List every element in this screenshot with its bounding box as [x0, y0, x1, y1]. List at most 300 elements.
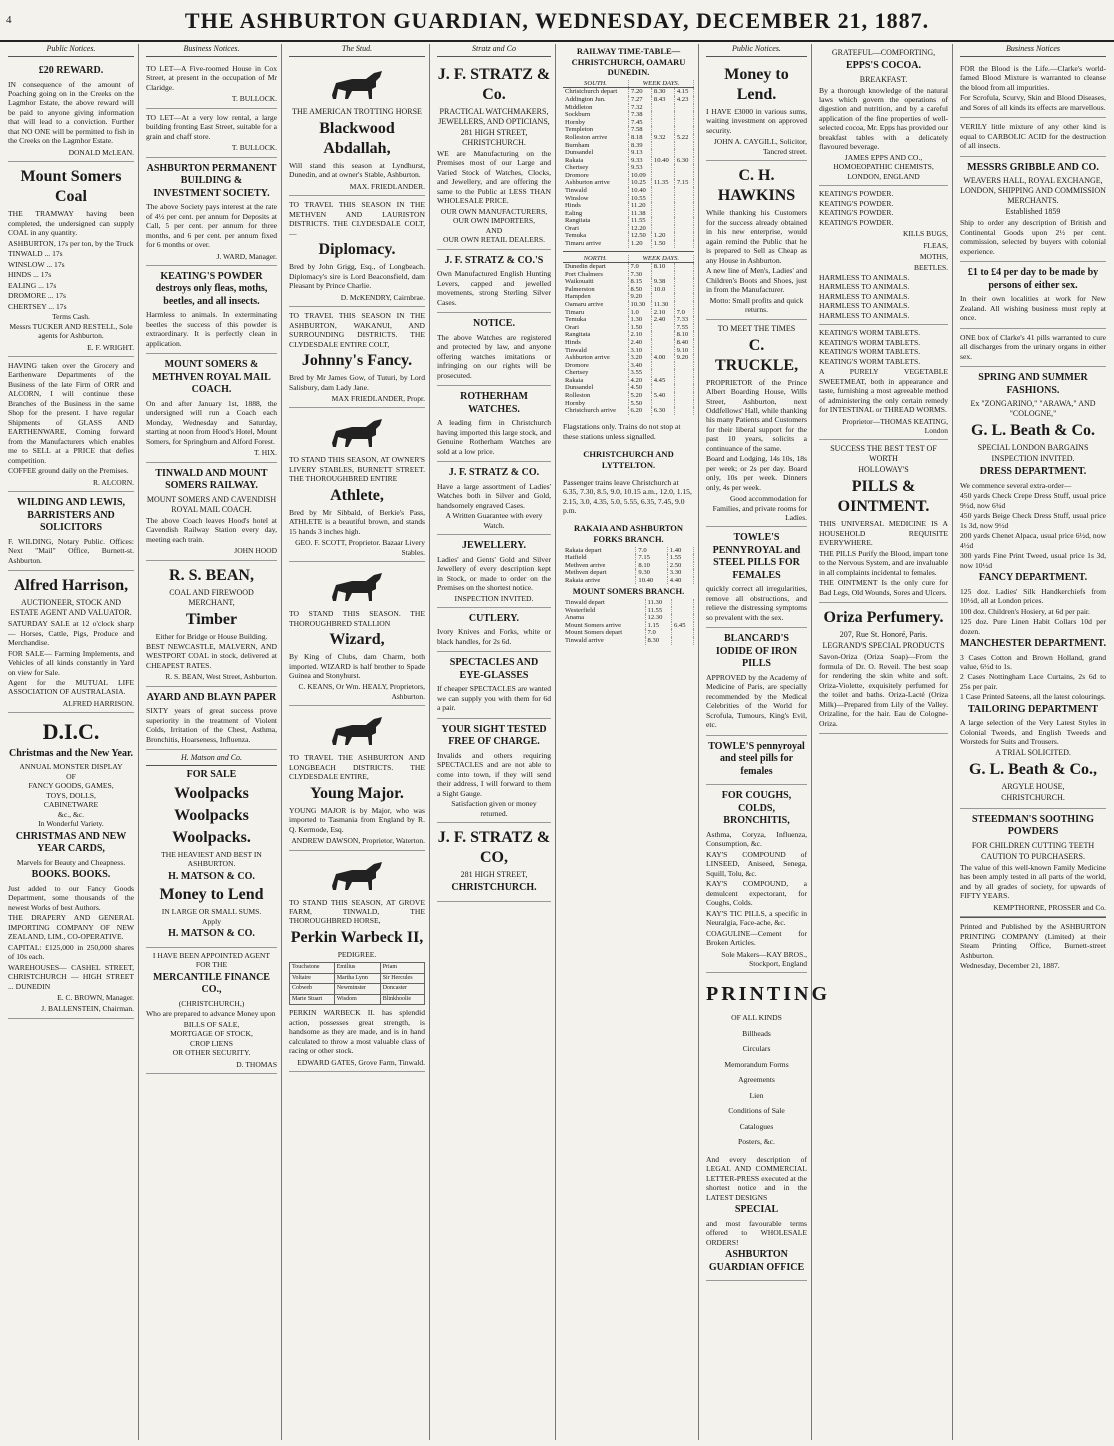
satisfaction-line: Satisfaction given or money returned. — [451, 799, 537, 818]
table-row — [563, 96, 694, 104]
ad-signature: JOHN A. CAYGILL, Solicitor, Tancred street. — [713, 137, 807, 156]
departure-time — [674, 362, 693, 370]
kay-product: COAGULINE—Cement for Broken Articles. — [706, 928, 807, 948]
bean-ad — [146, 561, 277, 687]
ad-signature: T. HIX. — [254, 448, 277, 458]
motto-line: Motto: Small profits and quick returns. — [709, 295, 804, 315]
departure-time: 4.15 — [674, 88, 693, 96]
timetable-note: Flagstations only. Trains do not stop at these stations unless signalled. — [563, 422, 681, 441]
ad-title: Mount Somers Coal — [20, 168, 122, 206]
station-name: Templeton — [563, 126, 629, 134]
departure-time: 3.10 — [628, 347, 651, 355]
ad-body: HAVING taken over the Grocery and Earthenware Departments of the Business of the late Firm of ORR and ALCORN, I will continue these Branches of the Business in the same Shop for the present. I have regular Shipments of GLASS AND EARTHENWARE, Coming forward from the Manufacturers which enables me to SELL at a PRICE that defies competition. — [8, 360, 134, 465]
departure-time: 8.15 — [628, 278, 651, 286]
departure-time: 3.30 — [667, 569, 693, 577]
table-row — [563, 240, 694, 248]
keating-line: KEATING'S POWDER. — [819, 208, 894, 218]
hawkins-ad — [706, 161, 807, 319]
ad-signature: D. McKENDRY, Cairnbrae. — [340, 292, 425, 302]
column-heading: Business Notices — [960, 44, 1106, 57]
station-name: Tinwald — [563, 187, 629, 195]
departure-time: 10.40 — [636, 577, 667, 585]
departure-time — [674, 172, 693, 180]
departure-time — [651, 195, 674, 203]
stratz-ad — [437, 250, 551, 313]
departure-time: 7.27 — [629, 96, 652, 104]
departure-time: 8.43 — [651, 96, 674, 104]
stud-ad — [289, 60, 425, 196]
departure-time — [674, 301, 693, 309]
ad-title: SPECTACLES AND EYE-GLASSES — [449, 657, 539, 681]
departure-time: 9.32 — [651, 134, 674, 142]
ad-address: ARGYLE HOUSE, — [1001, 781, 1065, 791]
ad-body: A new line of Men's, Ladies' and Children's Boots and Shoes, just in from the Manufacturer. — [706, 266, 807, 295]
warehouse-line: WAREHOUSES— CASHEL STREET, CHRISTCHURCH — HIGH STREET ... DUNEDIN — [8, 962, 134, 991]
stud-ad — [289, 408, 425, 562]
kills-line: KILLS BUGS, — [902, 229, 948, 239]
agents: Messrs TUCKER AND RESTELL, Sole agents for Ashburton. — [9, 321, 133, 341]
oriza-ad — [819, 603, 948, 734]
stratz-line: OUR OWN MANUFACTURERS, — [440, 206, 548, 216]
ad-body: A large selection of the Very Latest Styles in Colonial Tweeds, and English Tweeds and Worsteds for Suits and Trousers. — [960, 718, 1106, 747]
departure-time — [674, 142, 693, 150]
station-name: Dunsandel — [563, 149, 629, 157]
ad-preamble: GRATEFUL—COMFORTING, — [831, 48, 936, 57]
departure-time: 11.35 — [651, 179, 674, 187]
departure-time — [674, 119, 693, 127]
departure-time: 3.40 — [628, 362, 651, 370]
departure-time — [674, 293, 693, 301]
matson-ad — [146, 750, 277, 947]
ad-body: Ship to order any description of British and Continental Goods upon 2½ per cent. commission, selected by buyers with colonial experience. — [960, 218, 1106, 256]
departure-time: 7.30 — [628, 271, 651, 279]
table-row — [563, 232, 694, 240]
departure-time — [674, 202, 693, 210]
column-heading: Stratz and Co — [437, 44, 551, 57]
table-row — [563, 271, 694, 279]
harmless-line: HARMLESS TO ANIMALS. — [819, 310, 910, 320]
station-name: Ashburton arrive — [563, 354, 628, 362]
kay-product: KAY'S COMPOUND, a demulcent expectorant, for Coughs, Colds. — [706, 879, 807, 908]
ad-title: ROTHERHAM WATCHES. — [460, 391, 528, 415]
table-header: WEEK DAYS. — [629, 80, 694, 88]
ad-body: Ladies' and Gents' Gold and Silver Jewellery of every description kept in Stock, or made to order on the Premises on the shortest notice. — [437, 554, 551, 593]
departure-time: 2.10 — [651, 309, 674, 317]
ad-signature: JAMES EPPS AND CO., HOMOEOPATHIC CHEMISTS, LONDON, ENGLAND — [833, 152, 934, 181]
table-row — [563, 339, 694, 347]
horse-icon — [322, 856, 392, 896]
imprint — [960, 917, 1106, 975]
table-cell: Doncaster — [380, 984, 424, 995]
masthead — [0, 0, 1114, 42]
timetable-body — [563, 263, 694, 415]
table-row — [563, 316, 694, 324]
departure-time — [674, 195, 693, 203]
table-cell: Martha Lynn — [334, 973, 380, 984]
timetable-mount-somers — [563, 599, 694, 644]
page-number: 4 — [6, 14, 12, 26]
departure-time: 7.55 — [674, 324, 693, 332]
departure-time: 5.22 — [674, 134, 693, 142]
departure-time — [674, 377, 693, 385]
departure-time: 7.0 — [636, 547, 667, 555]
departure-time — [651, 119, 674, 127]
trial-line: A TRIAL SOLICITED. — [995, 747, 1071, 757]
ad-subtitle: LEGRAND'S SPECIAL PRODUCTS — [822, 641, 945, 651]
table-row — [290, 994, 425, 1005]
horse-icon — [322, 413, 392, 453]
inspection-line: INSPECTION INVITED. — [454, 593, 534, 603]
ad-signature: Good accommodation for Families, and private rooms for Ladies. — [712, 494, 807, 523]
ad-title: Perkin Warbeck II, — [290, 928, 424, 946]
blancard-ad — [706, 628, 807, 735]
ad-body: Bred by Mr Sibbald, of Berkie's Pass, ATHLETE is a beautiful brown, and stands 15 hands 3 inches high. — [289, 507, 425, 536]
stratz-ad — [437, 823, 551, 902]
department-title: TAILORING DEPARTMENT — [967, 703, 1099, 715]
departure-time: 7.20 — [629, 88, 652, 96]
stud-ad — [289, 851, 425, 1073]
departure-time: 5.40 — [651, 392, 674, 400]
ad-title: TOWLE'S PENNYROYAL and STEEL PILLS FOR FEMALES — [712, 532, 801, 581]
steedman-ad — [960, 809, 1106, 917]
display-line: &c., &c. — [57, 809, 85, 819]
horse-icon — [322, 567, 392, 607]
ad-body: APPROVED by the Academy of Medicine of Paris, are specially recommended by the Medical Celebrities of the World for Scrofula, Tumours, King's Evil, etc. — [706, 672, 807, 730]
station-name: Burnham — [563, 142, 629, 150]
imprint-text: Printed and Published by the ASHBURTON PRINTING COMPANY (Limited) at their Steam Printing Office, Burnett-street Ashburton. — [960, 922, 1106, 960]
manchester-item: 1 Case Printed Sateens, all the latest colourings. — [960, 692, 1106, 702]
departure-time: 12.50 — [629, 232, 652, 240]
stratz-ad — [437, 60, 551, 250]
station-name: Rakaia — [563, 157, 629, 165]
station-name: Temuka — [563, 316, 628, 324]
table-cell: Newminster — [334, 984, 380, 995]
departure-time: 7.45 — [629, 119, 652, 127]
ad-title: J. F. STRATZ & CO. — [448, 467, 540, 479]
departure-time — [674, 225, 693, 233]
departure-time: 12.20 — [629, 225, 652, 233]
station-name: Ashburton arrive — [563, 179, 629, 187]
ad-title: MESSRS GRIBBLE AND CO. — [967, 161, 1099, 173]
display-line: CABINETWARE — [43, 800, 99, 810]
ad-body: Asthma, Coryza, Influenza, Consumption, &c. — [706, 829, 807, 849]
table-cell: Sir Hercules — [380, 973, 424, 984]
blood-mixture-ad — [960, 60, 1106, 118]
printing-item: Catalogues — [739, 1121, 774, 1131]
ad-signature: R. ALCORN. — [92, 477, 134, 487]
departure-time — [674, 104, 693, 112]
departure-time: 1.20 — [651, 232, 674, 240]
ad-body: By a thorough knowledge of the natural laws which govern the operations of digestion and nutrition, and by a careful application of the fine properties of well-selected cocoa, Mr. Epps has provided our breakfast tables with a delicately flavoured beverage. — [819, 85, 948, 152]
departure-time: 10.40 — [629, 187, 652, 195]
table-row — [563, 309, 694, 317]
departure-time — [651, 217, 674, 225]
dustbin-line: THE HEAVIEST AND BEST IN ASHBURTON. — [161, 849, 262, 869]
ad-subtitle: COAL AND FIREWOOD MERCHANT, — [169, 587, 254, 607]
jewellery-ad — [437, 535, 551, 608]
departure-time — [671, 614, 693, 622]
stud-ad — [289, 706, 425, 850]
departure-time: 8.39 — [629, 142, 652, 150]
harmless-line: HARMLESS TO ANIMALS. — [819, 301, 910, 311]
departure-time: 1.50 — [628, 324, 651, 332]
departure-time — [651, 225, 674, 233]
timetable-north — [563, 255, 694, 415]
worm-line: KEATING'S WORM TABLETS. — [819, 356, 921, 366]
printing-sub: OF ALL KINDS — [731, 1013, 782, 1023]
ad-signature: ALFRED HARRISON. — [62, 698, 134, 708]
office-line: ASHBURTON GUARDIAN OFFICE — [708, 1249, 805, 1273]
manchester-item: 3 Cases Cotton and Brown Holland, grand value, 6½d to 1s. — [960, 652, 1106, 671]
ad-city: CHRISTCHURCH. — [1001, 792, 1065, 802]
departure-time — [674, 187, 693, 195]
station-name: Port Chalmers — [563, 271, 628, 279]
ad-body: PROPRIETOR of the Prince Albert Boarding House, Wills Street, Ashburton, next Oddfellows' Hall, while thanking his many Patients and Customers for their liberal support for the past 10 years, solicits a continuance of the same. — [706, 377, 807, 453]
ad-body: THE TRAMWAY having been completed, the undersigned can supply COAL in any quantity. — [8, 209, 134, 238]
table-row — [563, 142, 694, 150]
printing-ad — [706, 973, 831, 1281]
woolpacks-line: Woolpacks. — [172, 828, 251, 846]
ad-body: The value of this well-known Family Medicine has been amply tested in all parts of the world, and by all grades of society, for upwards of FIFTY YEARS. — [960, 862, 1106, 901]
table-row — [563, 362, 694, 370]
departure-time — [651, 142, 674, 150]
beath-ad — [960, 367, 1106, 809]
table-row — [563, 157, 694, 165]
ad-signature: MAX. FRIEDLANDER. — [349, 181, 425, 191]
station-name: Rangitata — [563, 331, 628, 339]
cutlery-ad — [437, 608, 551, 652]
price-line: DROMORE ... 17s — [8, 291, 67, 301]
agent-line: I HAVE BEEN APPOINTED AGENT FOR THE — [152, 950, 271, 970]
ad-subtitle: BREAKFAST. — [859, 74, 908, 84]
ad-body: Harmless to animals. In exterminating beetles the success of this powder is extraordinary. It is perfectly clean in application. — [146, 310, 277, 348]
departure-time — [651, 149, 674, 157]
departure-time: 5.20 — [628, 392, 651, 400]
station-name: Addington Jun. — [563, 96, 629, 104]
ad-preamble: SUCCESS THE BEST TEST OF WORTH — [830, 444, 937, 464]
department-title: DRESS DEPARTMENT. — [979, 466, 1087, 478]
ad-preamble: TO TRAVEL THIS SEASON IN THE METHVEN AND LAURISTON DISTRICTS. THE CLYDESDALE COLT,— — [289, 200, 425, 238]
departure-time — [671, 637, 693, 645]
ad-title: Alfred Harrison, — [13, 577, 129, 595]
capital-line: CAPITAL: £125,000 in 250,000 shares of 10s each. — [8, 942, 134, 962]
ad-body: SATURDAY SALE at 12 o'clock sharp — Horses, Cattle, Pigs, Produce and Merchandise. — [8, 619, 134, 648]
table-row — [563, 202, 694, 210]
warranty-line: A Written Guarantee with every Watch. — [445, 511, 543, 530]
table-cell: Wisdom — [334, 994, 380, 1005]
ad-title: KEATING'S POWDER destroys only fleas, moths, beetles, and all insects. — [155, 270, 268, 307]
worm-line: KEATING'S WORM TABLETS. — [819, 328, 921, 338]
printing-item: Circulars — [742, 1044, 771, 1054]
column-heading: Business Notices. — [146, 44, 277, 57]
harmless-line: HARMLESS TO ANIMALS. — [819, 291, 910, 301]
ad-title: BLANCARD'S IODIDE OF IRON PILLS — [715, 633, 798, 670]
column-heading: Public Notices. — [8, 44, 134, 57]
ad-signature: C. KEANS, Or Wm. HEALY, Proprietors, Ashburton. — [298, 682, 425, 701]
grocery-ad — [8, 357, 134, 492]
departure-time — [674, 407, 693, 415]
ad-established: Established 1859 — [1005, 207, 1061, 217]
ad-body: IN consequence of the amount of Poaching going on in the Creeks on the Lagmhor Estate, the above reward will be paid to anyone giving information that will lead to a conviction. Further that NO ONE will be permitted to fish in the Creeks on the Lagmhor Estate. — [8, 79, 134, 146]
departure-time: 1.0 — [628, 309, 651, 317]
kills-line: FLEAS, — [923, 240, 948, 250]
wilding-ad — [8, 492, 134, 571]
station-name: Dunedin depart — [563, 263, 628, 271]
ad-title: Blackwood Abdallah, — [319, 120, 395, 157]
station-name: Ealing — [563, 210, 629, 218]
ad-body: Have a large assortment of Ladies' Watches both in Silver and Gold, handsomely engraved Cases. — [437, 481, 551, 510]
stud-ad — [289, 196, 425, 307]
table-row — [563, 149, 694, 157]
stud-ad — [289, 562, 425, 706]
ad-title: ASHBURTON PERMANENT BUILDING & INVESTMENT SOCIETY. — [146, 162, 277, 199]
work-ad — [960, 262, 1106, 328]
departure-time — [674, 369, 693, 377]
let-ad — [146, 60, 277, 109]
apply-line: Apply — [202, 916, 221, 926]
ad-body: Will stand this season at Lyndhurst, Dunedin, and at owner's Stable, Ashburton. — [289, 161, 425, 180]
table-row — [563, 384, 694, 392]
table-row — [290, 963, 425, 974]
ad-subtitle: HOLLOWAY'S — [858, 465, 909, 475]
departure-time: 7.0 — [674, 309, 693, 317]
departure-time — [651, 164, 674, 172]
department-title: MANCHESTER DEPARTMENT. — [960, 638, 1106, 649]
money-sub: IN LARGE OR SMALL SUMS. — [161, 907, 262, 917]
departure-time: 10.30 — [628, 301, 651, 309]
departure-time — [651, 187, 674, 195]
ad-title: YOUR SIGHT TESTED FREE OF CHARGE. — [441, 723, 547, 748]
table-header: WEEK DAYS. — [628, 255, 693, 263]
ad-title: FOR COUGHS, COLDS, BRONCHITIS, — [721, 790, 792, 827]
section-title: MOUNT SOMERS BRANCH. — [572, 586, 685, 597]
table-row — [563, 377, 694, 385]
departure-time — [674, 240, 693, 248]
ad-signature: T. BULLOCK. — [231, 94, 277, 104]
departure-time — [651, 339, 674, 347]
table-row — [563, 629, 694, 637]
column-heading: The Stud. — [289, 44, 425, 57]
ad-title: STEEDMAN'S SOOTHING POWDERS — [972, 813, 1094, 838]
departure-time — [674, 126, 693, 134]
station-name: Mount Somers depart — [563, 629, 645, 637]
departure-time: 11.20 — [629, 202, 652, 210]
ad-body: TO LET—A Five-roomed House in Cox Street, at present in the occupation of Mr Claridge. — [146, 64, 277, 92]
ad-preamble: TO STAND THIS SEASON, AT GROVE FARM, TINWALD, THE THOROUGHBRED HORSE, — [289, 897, 425, 926]
ad-subtitle: AUCTIONEER, STOCK AND ESTATE AGENT AND VALUATOR. — [10, 598, 132, 618]
departure-time: 9.10 — [674, 347, 693, 355]
table-cell: Touchstone — [290, 963, 335, 974]
printing-item: Posters, &c. — [738, 1137, 775, 1147]
building-society-ad — [146, 158, 277, 266]
woolpacks-line: Woolpacks — [174, 806, 249, 824]
departure-time — [651, 210, 674, 218]
ad-title: JEWELLERY. — [461, 540, 527, 552]
ad-signature: E. F. WRIGHT. — [87, 342, 134, 352]
ad-body: THE PILLS Purify the Blood, impart tone to the Nervous System, and are invaluable in all complaints incidental to females. — [819, 548, 948, 577]
departure-time: 9.13 — [629, 149, 652, 157]
inspection-line: INSPECTION INVITED. — [991, 454, 1075, 464]
spectacles-ad — [437, 652, 551, 718]
ad-signature: ANDREW DAWSON, Proprietor, Waterton. — [291, 836, 425, 846]
section-heading: H. Matson and Co. — [146, 753, 277, 766]
table-row — [563, 187, 694, 195]
divider — [563, 251, 694, 252]
ad-body: ONE box of Clarke's 41 pills warranted to cure all discharges from the urinary organs in either sex. — [960, 332, 1106, 361]
table-row — [563, 614, 694, 622]
station-name: Chertsey — [563, 369, 628, 377]
ad-body: Ivory Knives and Forks, white or black handles, for 2s 6d. — [437, 627, 551, 646]
table-row — [563, 278, 694, 286]
ad-signature: EDWARD GATES, Grove Farm, Tinwald. — [297, 1057, 425, 1067]
ad-body: Board and Lodging, 14s 10s, 18s per week; or 2s per day. Board only, 10s per week. Dinners only, 4s per week. — [706, 454, 807, 492]
newspaper-title: THE ASHBURTON GUARDIAN, WEDNESDAY, DECEMBER 21, 1887. — [184, 8, 930, 33]
harmless-line: HARMLESS TO ANIMALS. — [819, 272, 910, 282]
coach-ad — [146, 354, 277, 462]
column-2 — [142, 44, 282, 1440]
price-line: WINSLOW ... 17s — [8, 259, 65, 269]
station-name: Temuka — [563, 232, 629, 240]
display-line: In Wonderful Variety. — [38, 819, 104, 829]
security-line: OR OTHER SECURITY. — [172, 1048, 251, 1058]
column-4 — [433, 44, 556, 1440]
departure-time — [651, 126, 674, 134]
price-line: CHERTSEY ... 17s — [8, 301, 67, 311]
imprint-date: Wednesday, December 21, 1887. — [960, 961, 1060, 971]
departure-time — [674, 286, 693, 294]
display-line: TOYS, DOLLS, — [46, 790, 96, 800]
departure-time: 4.20 — [628, 377, 651, 385]
coal-ad — [8, 162, 134, 357]
ad-signature: JOHN HOOD — [234, 546, 277, 556]
fancy-item: 125 doz. Ladies' Silk Handkerchiefs from 10½d, all at London prices. — [960, 586, 1106, 606]
departure-time: 4.23 — [674, 96, 693, 104]
ad-body: Savon-Oriza (Oriza Soap)—From the formula of Dr. O. Reveil. The best soap for rendering the skin white and soft. Oriza-Violette, exquisitely perfumed for the toilet and baths. Oriza-Lacté (Oriza Milk)—Prepared from Lily of the Valley. Orizaline, for the hair. Eau de Cologne-Oriza. — [819, 652, 948, 728]
departure-time: 1.40 — [667, 547, 693, 555]
pedigree-table — [289, 962, 425, 1005]
ad-body: In their own localities at work for New Zealand. All wishing business must reply at once. — [960, 294, 1106, 323]
ad-title: Young Major. — [310, 784, 404, 802]
table-row — [563, 195, 694, 203]
ad-body: If cheaper SPECTACLES are wanted we can supply you with them for 6d a pair. — [437, 684, 551, 713]
ad-title: Diplomacy. — [318, 241, 396, 259]
departure-time: 2.50 — [667, 562, 693, 570]
stratz-ad — [437, 462, 551, 535]
ad-body: THIS UNIVERSAL MEDICINE IS A HOUSEHOLD REQUISITE EVERYWHERE. — [819, 519, 948, 548]
departure-time: 11.30 — [651, 301, 674, 309]
ad-title: Athlete, — [330, 486, 384, 504]
cards-title: CHRISTMAS AND NEW YEAR CARDS, — [15, 830, 127, 855]
departure-time: 8.30 — [645, 637, 671, 645]
table-row — [563, 210, 694, 218]
blayn-ad — [146, 687, 277, 750]
ad-preamble: TO MEET THE TIMES — [717, 323, 796, 333]
station-name: Sockburn — [563, 111, 629, 119]
departure-time: 4.00 — [651, 354, 674, 362]
display-line: FANCY GOODS, GAMES, — [28, 781, 114, 791]
dress-item: 450 yards Check Crepe Dress Stuff, usual price 9½d, now 6¾d — [960, 491, 1106, 510]
station-name: Tinwald arrive — [563, 637, 645, 645]
holloway-ad — [819, 440, 948, 603]
ad-title: MOUNT SOMERS & METHVEN ROYAL MAIL COACH. — [152, 359, 271, 396]
horse-icon — [322, 65, 392, 105]
ad-preamble: TO STAND THIS SEASON. THE THOROUGHBRED STALLION — [289, 609, 425, 628]
ad-signature: Sole Makers—KAY BROS., Stockport, England — [721, 949, 807, 968]
departure-time — [674, 232, 693, 240]
ad-subtitle: MOUNT SOMERS AND CAVENDISH ROYAL MAIL COACH. — [146, 494, 277, 514]
security-line: BILLS OF SALE, — [183, 1019, 240, 1029]
printing-body: And every description of LEGAL AND COMMERCIAL LETTER-PRESS executed at the shortest notice and in the LATEST DESIGNS — [706, 1154, 807, 1202]
